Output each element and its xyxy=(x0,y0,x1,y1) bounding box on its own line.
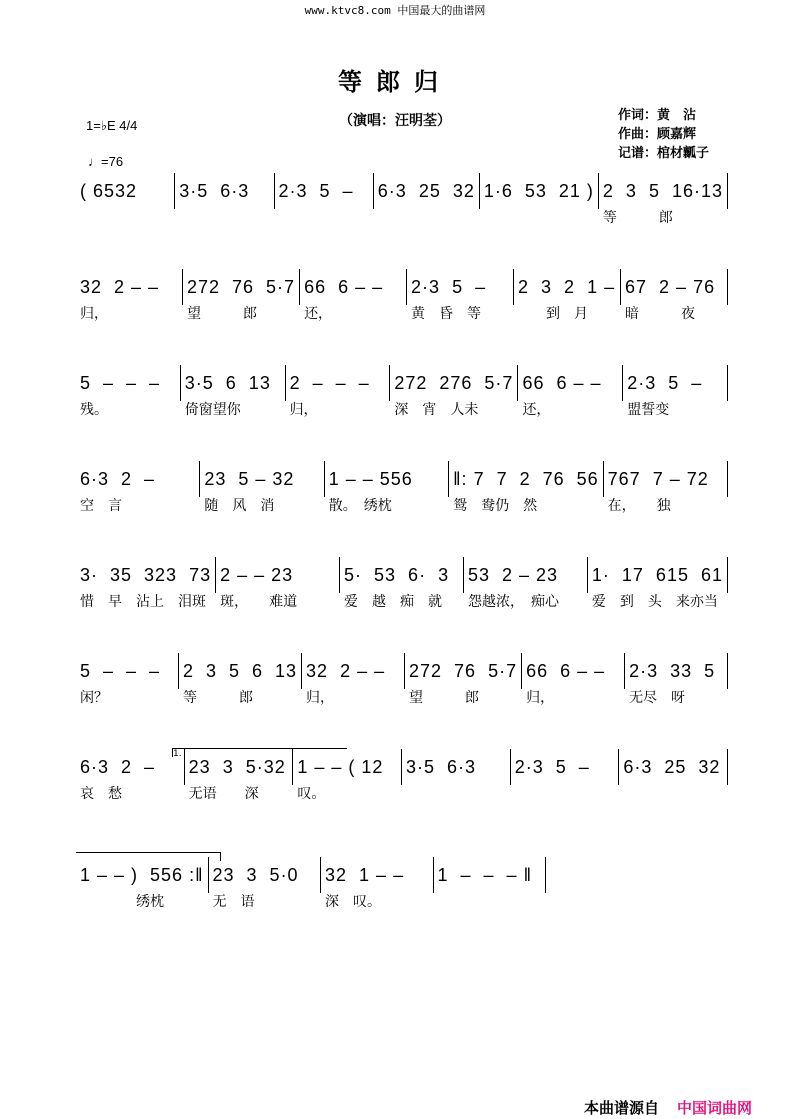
measure-lyrics: 望 郎 xyxy=(186,306,257,322)
measures xyxy=(76,272,728,322)
measure-notes: 2·3 5 – xyxy=(411,276,487,297)
measure-lyrics: 归， xyxy=(306,690,335,706)
measure-notes: 2·3 5 – xyxy=(278,180,354,201)
measure xyxy=(449,461,604,514)
measure-lyrics: 无尽 呀 xyxy=(629,690,686,706)
measure xyxy=(175,173,274,209)
measure-notes: 1·6 53 21 ) xyxy=(483,180,594,201)
measure-lyrics: 到 月 xyxy=(518,306,589,322)
measure-lyrics: 黄 昏 等 xyxy=(411,306,482,322)
measure-notes: 1 – – ) 556 :‖ xyxy=(80,864,204,885)
measure xyxy=(518,365,623,418)
measure-notes: ‖: 7 7 2 76 56 xyxy=(453,468,599,489)
credits xyxy=(618,106,709,163)
measure xyxy=(76,653,179,706)
measure xyxy=(275,173,374,209)
measure-notes: 5· 53 6· 3 xyxy=(344,564,450,585)
measure xyxy=(76,461,200,514)
footer-text: 本曲谱源自 xyxy=(584,1099,660,1117)
measure-notes: 1 – – ( 12 xyxy=(297,756,384,777)
measure-notes: 5 – – – xyxy=(80,372,161,393)
composer: 作曲：顾嘉辉 xyxy=(618,127,697,142)
measure xyxy=(599,173,728,226)
measure xyxy=(625,653,728,706)
measures xyxy=(76,368,728,418)
measure-lyrics: 残。 xyxy=(80,402,108,418)
measure xyxy=(374,173,480,209)
measure xyxy=(76,857,209,910)
score-line xyxy=(76,656,728,706)
measure-lyrics: 归， xyxy=(80,306,108,322)
measure xyxy=(76,269,183,322)
measure xyxy=(325,461,449,514)
footer xyxy=(584,1097,752,1118)
measure xyxy=(76,749,185,802)
measure-notes: 23 3 5·32 xyxy=(188,756,286,777)
transcriber: 记谱：棺材瓤子 xyxy=(618,146,710,161)
measure xyxy=(321,857,434,910)
measure-notes: 32 2 – – xyxy=(306,660,386,681)
measure xyxy=(179,653,302,706)
score-line xyxy=(76,464,728,514)
measure xyxy=(209,857,322,910)
measure-lyrics: 归， xyxy=(289,402,318,418)
measure xyxy=(623,365,728,418)
measure-notes: 3·5 6·3 xyxy=(179,180,250,201)
measure xyxy=(522,653,625,706)
measure-lyrics: 深 叹。 xyxy=(325,894,382,910)
measure-notes: 272 76 5·7 xyxy=(186,276,296,297)
measure-notes: 6·3 2 – xyxy=(80,468,156,489)
measure xyxy=(300,269,407,322)
measure-notes: 6·3 2 – xyxy=(80,756,156,777)
measures xyxy=(76,860,546,910)
measure xyxy=(588,557,728,610)
measure-lyrics: 哀 愁 xyxy=(80,786,122,802)
measures xyxy=(76,656,728,706)
key-signature: 1=♭E 4/4 xyxy=(86,118,138,133)
measure-lyrics: 空 言 xyxy=(80,498,122,514)
measure-lyrics: 望 郎 xyxy=(409,690,480,706)
measure-lyrics: 倚窗望你 xyxy=(184,402,241,418)
measure-lyrics: 等 郎 xyxy=(602,210,673,226)
measure xyxy=(464,557,588,610)
measure-lyrics: 盟誓变 xyxy=(627,402,670,418)
measure-notes: 1 – – – ‖ xyxy=(437,864,533,885)
measure xyxy=(407,269,514,322)
measure-notes: 767 7 – 72 xyxy=(607,468,709,489)
measure-notes: 1 – – 556 xyxy=(328,468,413,489)
measure-notes: 66 6 – – xyxy=(526,660,606,681)
measure xyxy=(390,365,518,418)
measure-notes: 2 – – – xyxy=(289,372,370,393)
measure xyxy=(511,749,620,785)
measure-notes: 3·5 6 13 xyxy=(184,372,271,393)
measure xyxy=(76,365,181,418)
score-line xyxy=(76,272,728,322)
measures xyxy=(76,176,728,226)
measure xyxy=(340,557,464,610)
measure-lyrics: 爱 到 头 来亦当 xyxy=(591,594,718,610)
score-line xyxy=(76,860,546,910)
measure-lyrics: 无语 深 xyxy=(188,786,259,802)
measure-lyrics: 叹。 xyxy=(297,786,326,802)
measure xyxy=(76,557,216,610)
measure xyxy=(286,365,391,418)
measure xyxy=(200,461,324,514)
measure xyxy=(405,653,522,706)
measure-notes: 2 3 2 1 – xyxy=(518,276,616,297)
measure-lyrics: 还， xyxy=(522,402,551,418)
measure xyxy=(76,173,175,209)
measure xyxy=(216,557,340,610)
score-line xyxy=(76,176,728,226)
measure-notes: 23 5 – 32 xyxy=(204,468,295,489)
measure-lyrics: 在， 独 xyxy=(607,498,671,514)
measure-lyrics: 深 宵 人未 xyxy=(394,402,479,418)
measure xyxy=(434,857,547,893)
measure-notes: 32 1 – – xyxy=(325,864,405,885)
measure-notes: 6·3 25 32 xyxy=(377,180,475,201)
volta-label: 1. xyxy=(173,749,182,759)
measure-notes: 3· 35 323 73 xyxy=(80,564,212,585)
volta-bracket xyxy=(172,748,347,757)
measure-notes: 32 2 – – xyxy=(80,276,160,297)
measure-notes: 2 3 5 6 13 xyxy=(182,660,298,681)
measure-lyrics: 暗 夜 xyxy=(625,306,696,322)
measure-lyrics: 随 风 消 xyxy=(204,498,275,514)
measure-lyrics: 等 郎 xyxy=(182,690,253,706)
footer-brand[interactable]: 中国词曲网 xyxy=(677,1099,753,1117)
measure xyxy=(604,461,728,514)
measure xyxy=(514,269,621,322)
site-header: www.ktvc8.com 中国最大的曲谱网 xyxy=(304,4,486,17)
measures xyxy=(76,560,728,610)
measure-lyrics: 还， xyxy=(304,306,333,322)
tempo-marking: ♩=76 xyxy=(88,154,124,169)
measure-notes: 6·3 25 32 xyxy=(623,756,721,777)
measure-notes: 66 6 – – xyxy=(522,372,602,393)
measure-lyrics: 无 语 xyxy=(212,894,255,910)
measure xyxy=(302,653,405,706)
measure-notes: 2·3 5 – xyxy=(627,372,703,393)
measure-notes: 3·5 6·3 xyxy=(406,756,477,777)
measure-notes: ( 6532 xyxy=(80,180,138,201)
measure-lyrics: 归， xyxy=(526,690,555,706)
measure xyxy=(183,269,300,322)
measure-lyrics: 闲？ xyxy=(80,690,108,706)
lyricist: 作词：黄 沾 xyxy=(618,108,697,123)
measure-notes: 66 6 – – xyxy=(304,276,384,297)
measure-notes: 67 2 – 76 xyxy=(625,276,716,297)
volta-bracket-end xyxy=(76,852,221,861)
song-title: 等郎归 xyxy=(338,68,452,96)
measure-notes: 23 3 5·0 xyxy=(212,864,299,885)
measure-lyrics: 鸳 鸯仍 然 xyxy=(453,498,538,514)
measure-notes: 1· 17 615 61 xyxy=(591,564,723,585)
measures xyxy=(76,464,728,514)
measure-lyrics: 散。 绣枕 xyxy=(328,498,392,514)
measure-notes: 272 76 5·7 xyxy=(409,660,518,681)
measure xyxy=(621,269,728,322)
measure-notes: 53 2 – 23 xyxy=(467,564,559,585)
measure xyxy=(480,173,599,209)
measure xyxy=(181,365,286,418)
measure-notes: 2·3 5 – xyxy=(514,756,590,777)
measure-lyrics: 绣枕 xyxy=(80,894,164,910)
measure xyxy=(619,749,728,785)
measure-lyrics: 惜 早 沾上 泪斑 xyxy=(80,594,206,610)
measure-lyrics: 斑， 难道 xyxy=(220,594,298,610)
measure-lyrics: 怨越浓， 痴心 xyxy=(467,594,559,610)
measure-notes: 5 – – – xyxy=(80,660,161,681)
measure-notes: 272 276 5·7 xyxy=(394,372,514,393)
singer-line: （演唱：汪明荃） xyxy=(339,113,451,129)
measure-notes: 2 – – 23 xyxy=(220,564,294,585)
score-line xyxy=(76,560,728,610)
measure-notes: 2 3 5 16·13 xyxy=(602,180,723,201)
measure xyxy=(402,749,511,785)
score-line xyxy=(76,368,728,418)
measure-lyrics: 爱 越 痴 就 xyxy=(344,594,443,610)
measure-notes: 2·3 33 5 xyxy=(629,660,716,681)
